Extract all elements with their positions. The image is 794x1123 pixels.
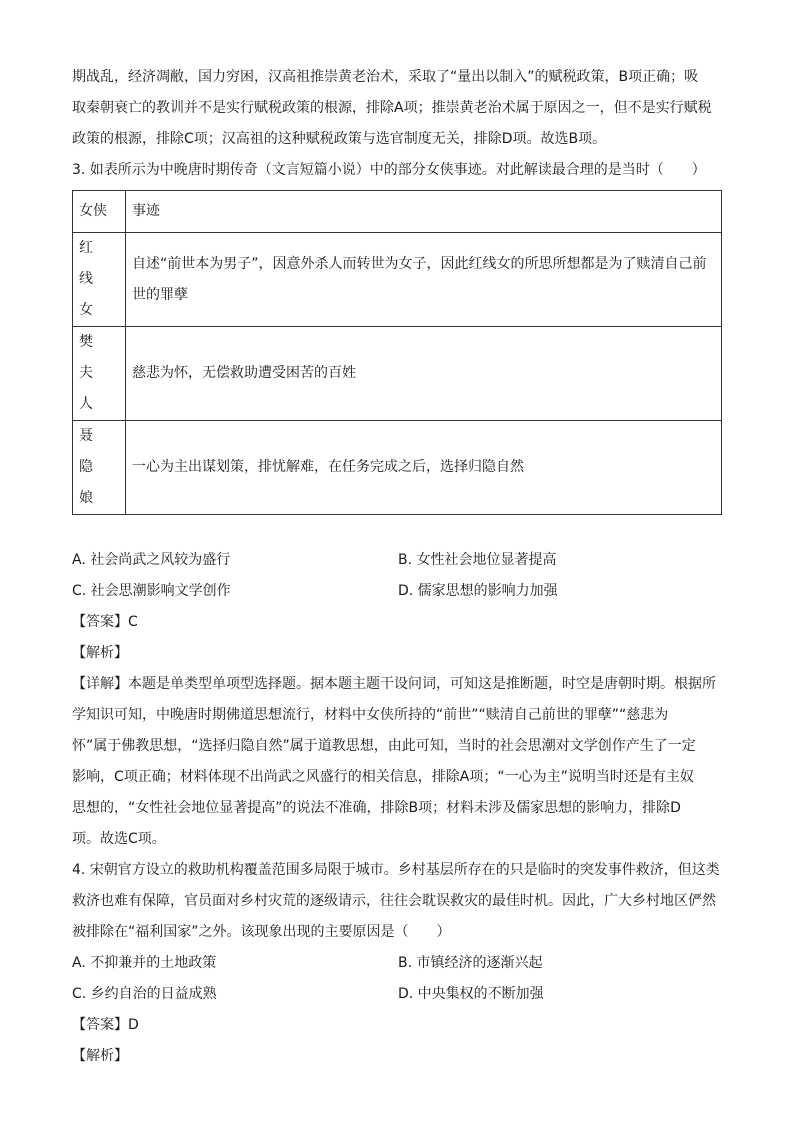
table-row [73, 327, 722, 421]
question-4-analysis-label: 【解析】 [72, 1048, 128, 1064]
question-4-stem-line-3: 被排除在“福利国家”之外。该现象出现的主要原因是（ ） [72, 924, 451, 940]
header-deeds: 事迹 [126, 191, 722, 233]
row-name-line: 娘 [79, 490, 93, 506]
row-name-line: 人 [79, 396, 93, 412]
heroines-table [72, 190, 722, 515]
detail-line-4: 影响，C项正确；材料体现不出尚武之风盛行的相关信息，排除A项；“一心为主”说明当时还是有主奴 [72, 769, 694, 785]
row-name-line: 红 线 [79, 240, 107, 287]
detail-line-2: 学知识可知，中晚唐时期佛道思想流行，材料中女侠所持的“前世”“赎清自己前世的罪孽”“慈悲为 [72, 707, 669, 723]
row-deed: 自述“前世本为男子”，因意外杀人而转世为女子，因此红线女的所思所想都是为了赎清自己前世的罪孽 [126, 233, 722, 327]
row-name-line: 樊 夫 [79, 334, 107, 381]
row-deed: 一心为主出谋划策，排忧解难，在任务完成之后，选择归隐自然 [126, 421, 722, 515]
question-3-analysis-label: 【解析】 [72, 645, 128, 661]
detail-line-3: 怀”属于佛教思想，“选择归隐自然”属于道教思想，由此可知，当时的社会思潮对文学创作产生了一定 [72, 738, 696, 754]
question-4-stem-line-2: 救济也难有保障，官员面对乡村灾荒的逐级请示，往往会耽误救灾的最佳时机。因此，广大乡村地区俨然 [72, 893, 716, 909]
option-d[interactable]: D. 儒家思想的影响力加强 [398, 583, 558, 599]
row-name-line: 聂 隐 [79, 428, 107, 475]
option-a[interactable]: A. 社会尚武之风较为盛行 [72, 552, 231, 568]
question-3-answer: 【答案】C [72, 614, 138, 630]
question-4-stem-line-1: 4. 宋朝官方设立的救助机构覆盖范围多局限于城市。乡村基层所存在的只是临时的突发事件救济，但这类 [72, 862, 720, 878]
question-4-options [72, 948, 722, 1010]
row-name-line: 女 [79, 302, 93, 318]
header-heroine: 女侠 [73, 191, 126, 233]
table-row [73, 233, 722, 327]
intro-line-3: 政策的根源，排除C项；汉高祖的这种赋税政策与选官制度无关，排除D项。故选B项。 [72, 131, 607, 147]
intro-line-1: 期战乱，经济凋敝，国力穷困，汉高祖推崇黄老治术，采取了“量出以制入”的赋税政策，B项正确；吸 [72, 69, 699, 85]
option-c[interactable]: C. 社会思潮影响文学创作 [72, 583, 231, 599]
question-4-answer: 【答案】D [72, 1017, 139, 1033]
option-d[interactable]: D. 中央集权的不断加强 [398, 986, 544, 1002]
option-b[interactable]: B. 市镇经济的逐渐兴起 [398, 955, 543, 971]
row-name-cell [73, 421, 126, 515]
option-c[interactable]: C. 乡约自治的日益成熟 [72, 986, 217, 1002]
detail-line-1: 【详解】本题是单类型单项型选择题。据本题主题干设问词，可知这是推断题，时空是唐朝时期。根据所 [72, 676, 716, 692]
row-deed: 慈悲为怀，无偿救助遭受困苦的百姓 [126, 327, 722, 421]
table-header-row [73, 191, 722, 233]
option-b[interactable]: B. 女性社会地位显著提高 [398, 552, 557, 568]
detail-line-6: 项。故选C项。 [72, 831, 166, 847]
table-row [73, 421, 722, 515]
question-3-options [72, 545, 722, 607]
question-3-stem: 3. 如表所示为中晚唐时期传奇（文言短篇小说）中的部分女侠事迹。对此解读最合理的是当时（ ） [72, 162, 706, 178]
spacer [72, 515, 722, 545]
row-name-cell [73, 327, 126, 421]
detail-line-5: 思想的，“女性社会地位显著提高”的说法不准确，排除B项；材料未涉及儒家思想的影响力，排除D [72, 800, 681, 816]
document-page [72, 62, 722, 1072]
intro-line-2: 取秦朝衰亡的教训并不是实行赋税政策的根源，排除A项；推崇黄老治术属于原因之一，但不是实行赋税 [72, 100, 712, 116]
option-a[interactable]: A. 不抑兼并的土地政策 [72, 955, 217, 971]
row-name-cell [73, 233, 126, 327]
